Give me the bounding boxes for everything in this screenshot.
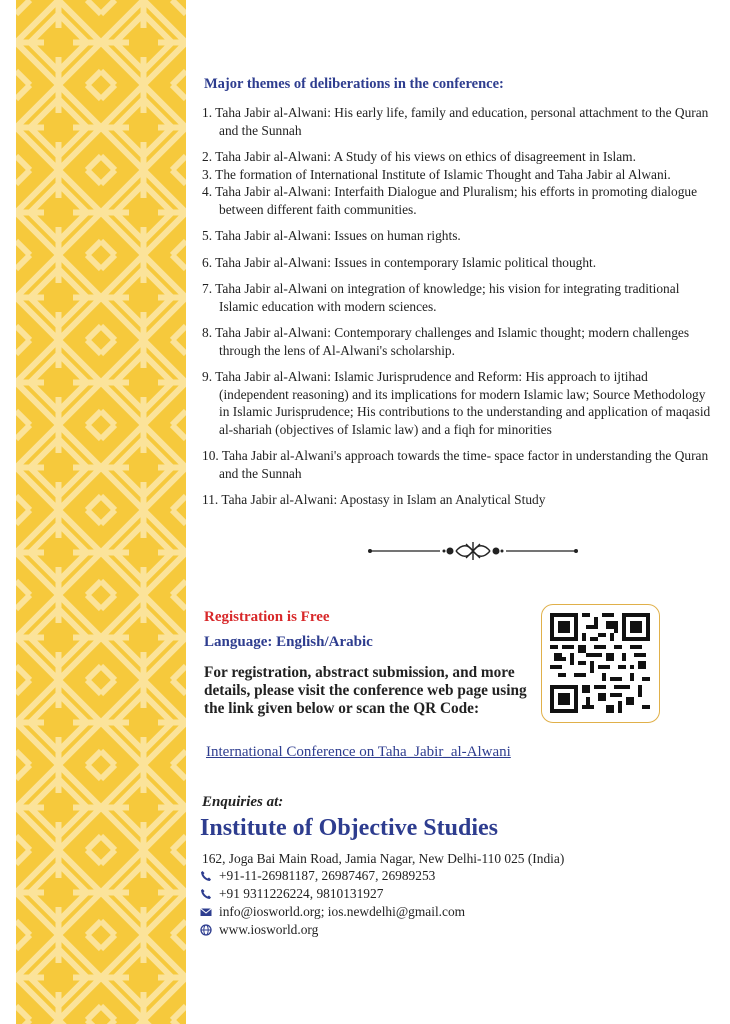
theme-item: 9. Taha Jabir al-Alwani: Islamic Jurisprudence and Reform: His approach to ijtihad (independent reasoning) and its implications for modern Islamic law; Source Methodology in Islamic Jurisprudence; His contributions to the understanding and application of maqasid al-shariah (objectives of Islamic law) and a fiqh for minorities [202,369,711,437]
theme-item: 11. Taha Jabir al-Alwani: Apostasy in Islam an Analytical Study [202,492,546,507]
theme-item: 7. Taha Jabir al-Alwani on integration of knowledge; his vision for integrating traditional Islamic education with modern sciences. [202,281,680,314]
conference-link[interactable]: International Conference on Taha_Jabir_al-Alwani [206,744,511,760]
themes-heading: Major themes of deliberations in the conference: [204,76,504,92]
themes-list [202,104,717,509]
theme-item: 5. Taha Jabir al-Alwani: Issues on human rights. [202,228,461,243]
geometric-pattern [16,0,186,1024]
decorative-side-band [16,0,186,1024]
language-text: Language: English/Arabic [204,634,373,650]
qr-code-icon [550,613,650,713]
institute-name: Institute of Objective Studies [200,815,498,841]
globe-icon [200,924,212,936]
enquiries-label: Enquiries at: [202,794,284,810]
website-row [200,922,318,938]
registration-details: For registration, abstract submission, and more details, please visit the conference web page using the link given below or scan the QR Code: [204,664,527,717]
theme-item: 10. Taha Jabir al-Alwani's approach towards the time- space factor in understanding the Quran and the Sunnah [202,448,709,481]
mobile-numbers: +91 9311226224, 9810131927 [219,886,384,901]
landline-numbers: +91-11-26981187, 26987467, 26989253 [219,868,436,883]
phone-row-landline [200,868,435,884]
theme-item: 3. The formation of International Institute of Islamic Thought and Taha Jabir al Alwani. [202,166,671,182]
phone-icon [200,888,212,900]
registration-free-text: Registration is Free [204,609,330,625]
email-text: info@iosworld.org; ios.newdelhi@gmail.com [219,904,466,919]
theme-item: 8. Taha Jabir al-Alwani: Contemporary challenges and Islamic thought; modern challenges through the lens of Al-Alwani's scholarship. [202,325,690,358]
email-row [200,904,465,920]
address-text: 162, Joga Bai Main Road, Jamia Nagar, New Delhi-110 025 (India) [202,851,565,866]
ornamental-divider [366,540,580,562]
theme-item: 1. Taha Jabir al-Alwani: His early life, family and education, personal attachment to the Quran and the Sunnah [202,105,709,138]
website-text[interactable]: www.iosworld.org [219,922,319,937]
phone-row-mobile [200,886,383,902]
email-icon [200,906,212,918]
theme-item: 6. Taha Jabir al-Alwani: Issues in contemporary Islamic political thought. [202,254,597,270]
qr-code-frame [541,604,660,723]
phone-icon [200,870,212,882]
theme-item: 2. Taha Jabir al-Alwani: A Study of his views on ethics of disagreement in Islam. [202,149,636,164]
theme-item: 4. Taha Jabir al-Alwani: Interfaith Dialogue and Pluralism; his efforts in promoting dialogue between different faith communities. [202,184,698,217]
